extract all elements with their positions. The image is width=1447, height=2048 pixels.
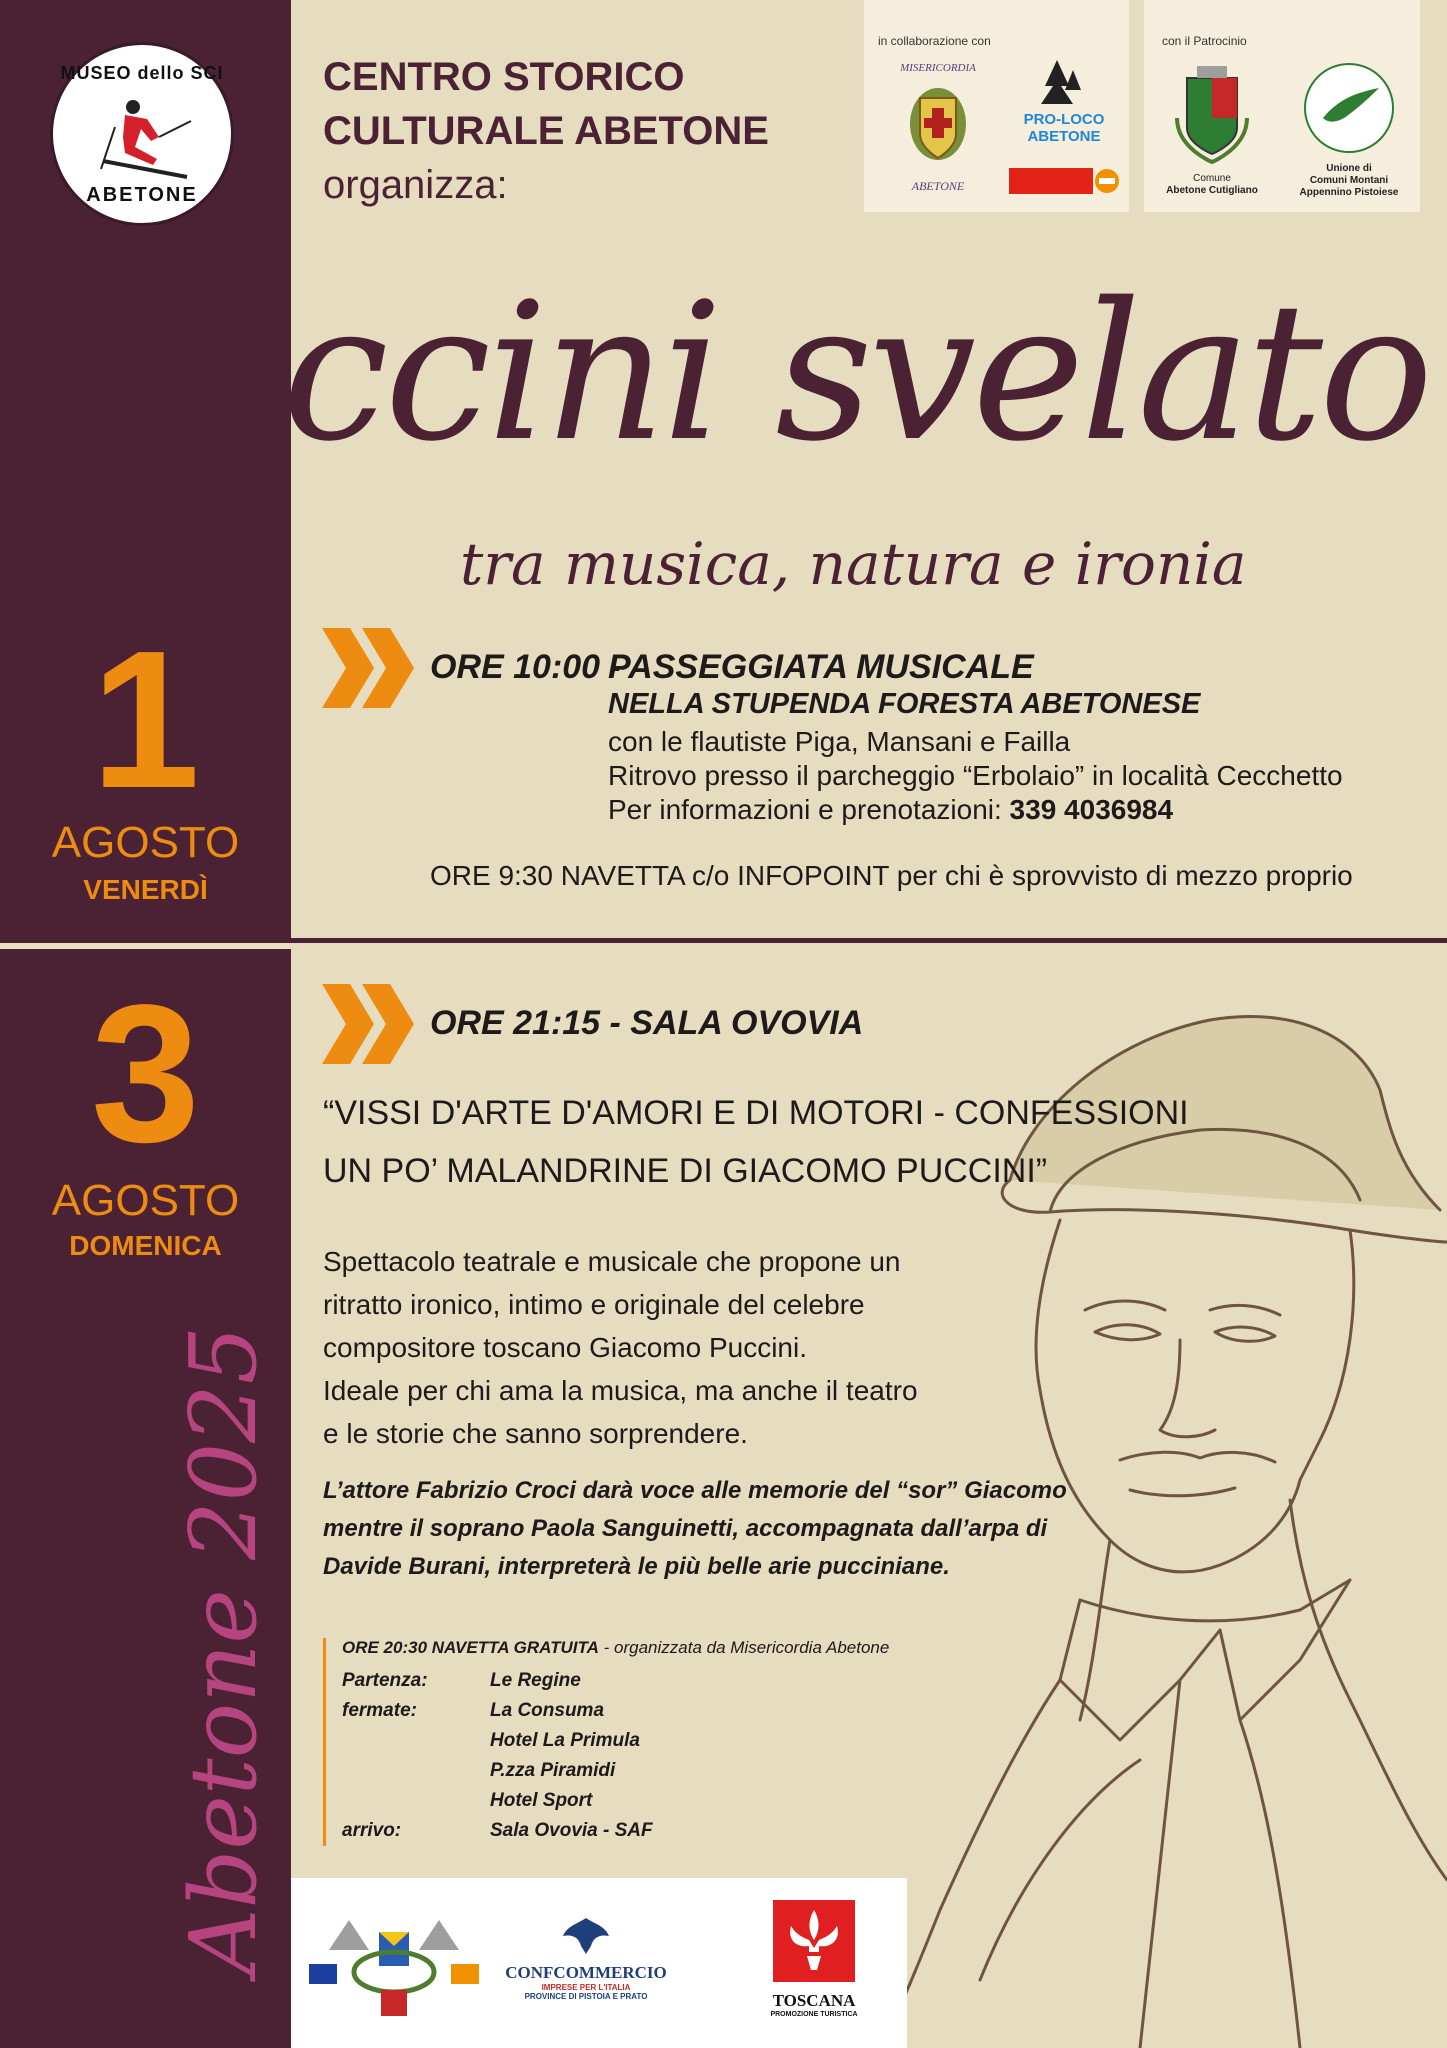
misericordia-logo-text-top: MISERICORDIA	[900, 62, 976, 74]
organizer-line-3: organizza:	[323, 163, 508, 207]
skier-icon	[95, 97, 195, 181]
unione-caption-2: Comuni Montani	[1309, 175, 1389, 186]
event2-weekday: DOMENICA	[69, 1230, 222, 1261]
event1-shuttle: ORE 9:30 NAVETTA c/o INFOPOINT per chi è sprovvisto di mezzo proprio	[430, 860, 1353, 891]
event2-day: 3	[90, 964, 200, 1183]
shuttle-title-main: ORE 20:30 NAVETTA GRATUITA	[342, 1638, 599, 1657]
event2-desc-line: ritratto ironico, intimo e originale del celebre	[323, 1289, 865, 1320]
pine-trees-icon	[1009, 56, 1119, 106]
eagle-icon	[561, 1914, 611, 1958]
unione-comuni-logo	[1284, 58, 1414, 208]
sponsor-footer	[291, 1878, 907, 2048]
centro-commerciale-naturale-logo	[309, 1910, 479, 2020]
museo-logo-bottom-text: ABETONE	[86, 184, 198, 206]
event2-heading: ORE 21:15 - SALA OVOVIA	[430, 1004, 864, 1042]
shuttle-row-value: P.zza Piramidi	[490, 1760, 616, 1781]
comune-caption-2: Abetone Cutigliano	[1166, 185, 1258, 196]
patronage-box	[1144, 0, 1420, 212]
organizer-line-1: CENTRO STORICO	[323, 55, 685, 99]
event2-desc-line: Ideale per chi ama la musica, ma anche il teatro	[323, 1375, 918, 1406]
event1-line-2: Ritrovo presso il parcheggio “Erbolaio” in località Cecchetto	[608, 760, 1343, 791]
organizer-line-2: CULTURALE ABETONE	[323, 109, 769, 153]
cai-mark-icon	[1009, 166, 1121, 196]
chevron-double-right-icon	[322, 628, 418, 708]
event1-heading-2: NELLA STUPENDA FORESTA ABETONESE	[608, 688, 1201, 720]
event1-line-1: con le flautiste Piga, Mansani e Failla	[608, 726, 1071, 757]
museo-logo-top-text: MUSEO dello SCI	[60, 63, 224, 83]
shuttle-row	[342, 1786, 902, 1816]
event2-cast-line: Davide Burani, interpreterà le più belle arie pucciniane.	[323, 1553, 950, 1580]
organizer-heading	[323, 50, 883, 212]
event2-cast-line: L’attore Fabrizio Croci darà voce alle memorie del “sor” Giacomo	[323, 1477, 1067, 1504]
shuttle-row-value: Le Regine	[490, 1670, 581, 1691]
shuttle-row-key: Partenza:	[342, 1670, 428, 1691]
fleur-de-lis-icon	[769, 1896, 859, 1986]
shuttle-row	[342, 1696, 902, 1726]
event2-desc-line: e le storie che sanno sorprendere.	[323, 1418, 748, 1449]
event1-phone: 339 4036984	[1009, 794, 1174, 825]
unione-caption-3: Appennino Pistoiese	[1299, 187, 1399, 198]
pro-loco-abetone-logo	[1009, 56, 1119, 146]
sidebar-divider-gap	[0, 943, 291, 949]
shuttle-row	[342, 1756, 902, 1786]
comune-abetone-cutigliano-logo	[1152, 58, 1272, 208]
shuttle-row	[342, 1666, 902, 1696]
bird-emblem-icon	[1299, 58, 1399, 158]
event2-month: AGOSTO	[51, 1176, 240, 1225]
misericordia-logo-text-bottom: ABETONE	[911, 179, 965, 193]
toscana-name: TOSCANA	[772, 1991, 856, 2010]
event2-desc-line: Spettacolo teatrale e musicale che propone un	[323, 1246, 901, 1277]
shuttle-row-key: arrivo:	[342, 1820, 402, 1841]
toscana-promozione-logo	[759, 1896, 869, 2018]
event1-month: AGOSTO	[51, 818, 240, 867]
event1-weekday: VENERDÌ	[83, 874, 208, 905]
municipal-shield-icon	[1167, 58, 1257, 168]
coat-of-arms-icon	[878, 74, 998, 174]
cai-logo	[1009, 166, 1121, 196]
event-title: Puccini svelato	[40, 262, 1430, 483]
event1-day: 1	[90, 610, 200, 829]
chevron-double-right-icon	[322, 984, 418, 1064]
shuttle-row-key: fermate:	[342, 1700, 417, 1721]
event2-quote-1: “VISSI D'ARTE D'AMORI E DI MOTORI - CONFESSIONI	[323, 1094, 1189, 1132]
confcommercio-sub-2: PROVINCE DI PISTOIA E PRATO	[524, 1992, 648, 2001]
shuttle-row-value: La Consuma	[490, 1700, 605, 1721]
event1-heading-1: PASSEGGIATA MUSICALE	[608, 648, 1034, 686]
event2-cast-line: mentre il soprano Paola Sanguinetti, accompagnata dall’arpa di	[323, 1515, 1048, 1542]
shuttle-title-suffix: - organizzata da Misericordia Abetone	[598, 1638, 890, 1657]
confcommercio-sub-1: IMPRESE PER L'ITALIA	[541, 1983, 631, 1992]
event1-line-3	[608, 794, 1173, 826]
shuttle-row	[342, 1726, 902, 1756]
shuttle-row-value: Hotel Sport	[490, 1790, 593, 1811]
shuttle-title	[342, 1638, 902, 1658]
event2-desc-line: compositore toscano Giacomo Puccini.	[323, 1332, 807, 1363]
event2-description	[323, 1240, 918, 1455]
collaboration-box	[864, 0, 1129, 212]
unione-caption-1: Unione di	[1326, 163, 1372, 174]
event1-time: ORE 10:00 -	[430, 648, 621, 686]
misericordia-abetone-logo	[878, 62, 998, 202]
collaboration-caption: in collaborazione con	[878, 34, 991, 48]
shuttle-row	[342, 1816, 902, 1846]
confcommercio-name: CONFCOMMERCIO	[505, 1963, 667, 1982]
shuttle-row-value: Hotel La Primula	[490, 1730, 640, 1751]
confcommercio-logo	[501, 1914, 671, 2001]
museo-dello-sci-logo	[50, 42, 234, 226]
event1-info-label: Per informazioni e prenotazioni:	[608, 794, 1010, 825]
shuttle-row-value: Sala Ovovia - SAF	[490, 1820, 653, 1841]
comune-caption-1: Comune	[1193, 173, 1231, 184]
event-subtitle: tra musica, natura e ironia	[460, 530, 1247, 598]
event2-quote-2: UN PO’ MALANDRINE DI GIACOMO PUCCINI”	[323, 1152, 1048, 1190]
pro-loco-text: PRO-LOCO ABETONE	[1023, 111, 1105, 145]
shuttle-info	[323, 1638, 902, 1846]
patronage-caption: con il Patrocinio	[1162, 34, 1247, 48]
toscana-sub: PROMOZIONE TURISTICA	[770, 2011, 858, 2018]
vertical-script-text: Abetone 2025	[170, 1325, 277, 1975]
event2-cast	[323, 1472, 1067, 1586]
